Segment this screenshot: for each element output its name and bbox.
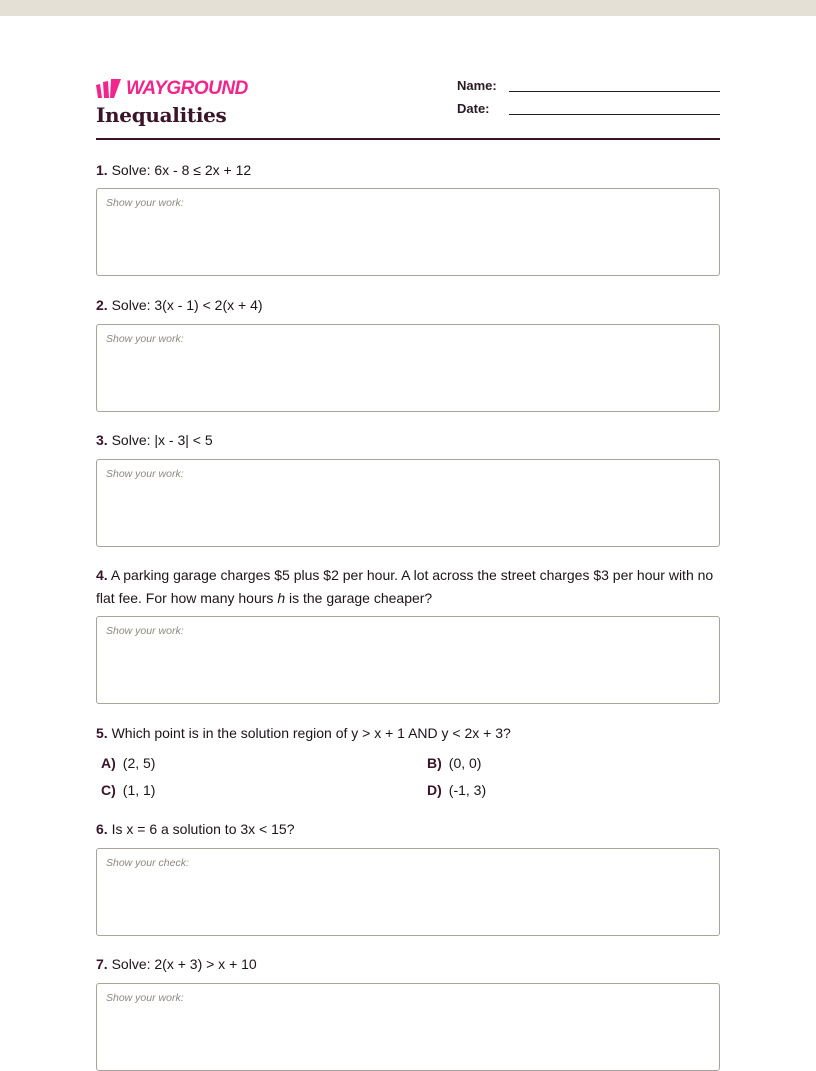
choice-d[interactable] <box>427 782 486 798</box>
choice-label: C) <box>101 782 116 798</box>
question-number: 1. <box>96 162 108 178</box>
wayground-logo-icon <box>96 79 122 99</box>
choice-value: (0, 0) <box>448 755 482 771</box>
question-number: 7. <box>96 956 108 972</box>
question-3 <box>96 429 720 452</box>
answer-placeholder: Show your check: <box>106 857 189 869</box>
name-line[interactable] <box>509 91 720 92</box>
answer-box-1[interactable] <box>96 188 720 276</box>
answer-placeholder: Show your work: <box>106 992 184 1004</box>
question-text: Is x = 6 a solution to 3x < 15? <box>111 821 295 837</box>
question-2 <box>96 294 720 317</box>
question-text: Solve: |x - 3| < 5 <box>111 432 213 448</box>
answer-placeholder: Show your work: <box>106 468 184 480</box>
top-bar <box>0 0 816 16</box>
answer-placeholder: Show your work: <box>106 333 184 345</box>
question-text: Solve: 2(x + 3) > x + 10 <box>111 956 257 972</box>
question-variable: h <box>277 590 286 606</box>
choice-value: (2, 5) <box>122 755 156 771</box>
answer-box-7[interactable] <box>96 983 720 1071</box>
choice-label: D) <box>427 782 442 798</box>
question-4 <box>96 564 720 610</box>
question-number: 4. <box>96 567 108 583</box>
answer-box-6[interactable] <box>96 848 720 936</box>
name-label: Name: <box>457 78 497 93</box>
question-1 <box>96 159 720 182</box>
brand-logo <box>96 78 248 100</box>
date-line[interactable] <box>509 114 720 115</box>
choice-c[interactable] <box>101 782 155 798</box>
question-number: 6. <box>96 821 108 837</box>
choice-value: (-1, 3) <box>448 782 487 798</box>
choice-b[interactable] <box>427 755 481 771</box>
answer-box-4[interactable] <box>96 616 720 704</box>
date-label: Date: <box>457 101 490 116</box>
question-number: 3. <box>96 432 108 448</box>
question-7 <box>96 953 720 976</box>
answer-box-2[interactable] <box>96 324 720 412</box>
question-text: Which point is in the solution region of y > x + 1 AND y < 2x + 3? <box>111 725 511 741</box>
answer-placeholder: Show your work: <box>106 625 184 637</box>
question-5 <box>96 722 720 745</box>
choice-label: A) <box>101 755 116 771</box>
question-6 <box>96 818 720 841</box>
header-rule <box>96 138 720 140</box>
choice-label: B) <box>427 755 442 771</box>
question-text-end: is the garage cheaper? <box>285 590 433 606</box>
page-title: Inequalities <box>96 103 227 127</box>
question-number: 2. <box>96 297 108 313</box>
question-text: Solve: 6x - 8 ≤ 2x + 12 <box>111 162 252 178</box>
choice-a[interactable] <box>101 755 155 771</box>
question-number: 5. <box>96 725 108 741</box>
brand-name: WAYGROUND <box>126 78 248 99</box>
answer-box-3[interactable] <box>96 459 720 547</box>
answer-placeholder: Show your work: <box>106 197 184 209</box>
choice-value: (1, 1) <box>122 782 156 798</box>
question-text: Solve: 3(x - 1) < 2(x + 4) <box>111 297 263 313</box>
question-text: A parking garage charges $5 plus $2 per hour. A lot across the street charges $3 per hour with no flat fee. For how many hours <box>96 567 714 606</box>
